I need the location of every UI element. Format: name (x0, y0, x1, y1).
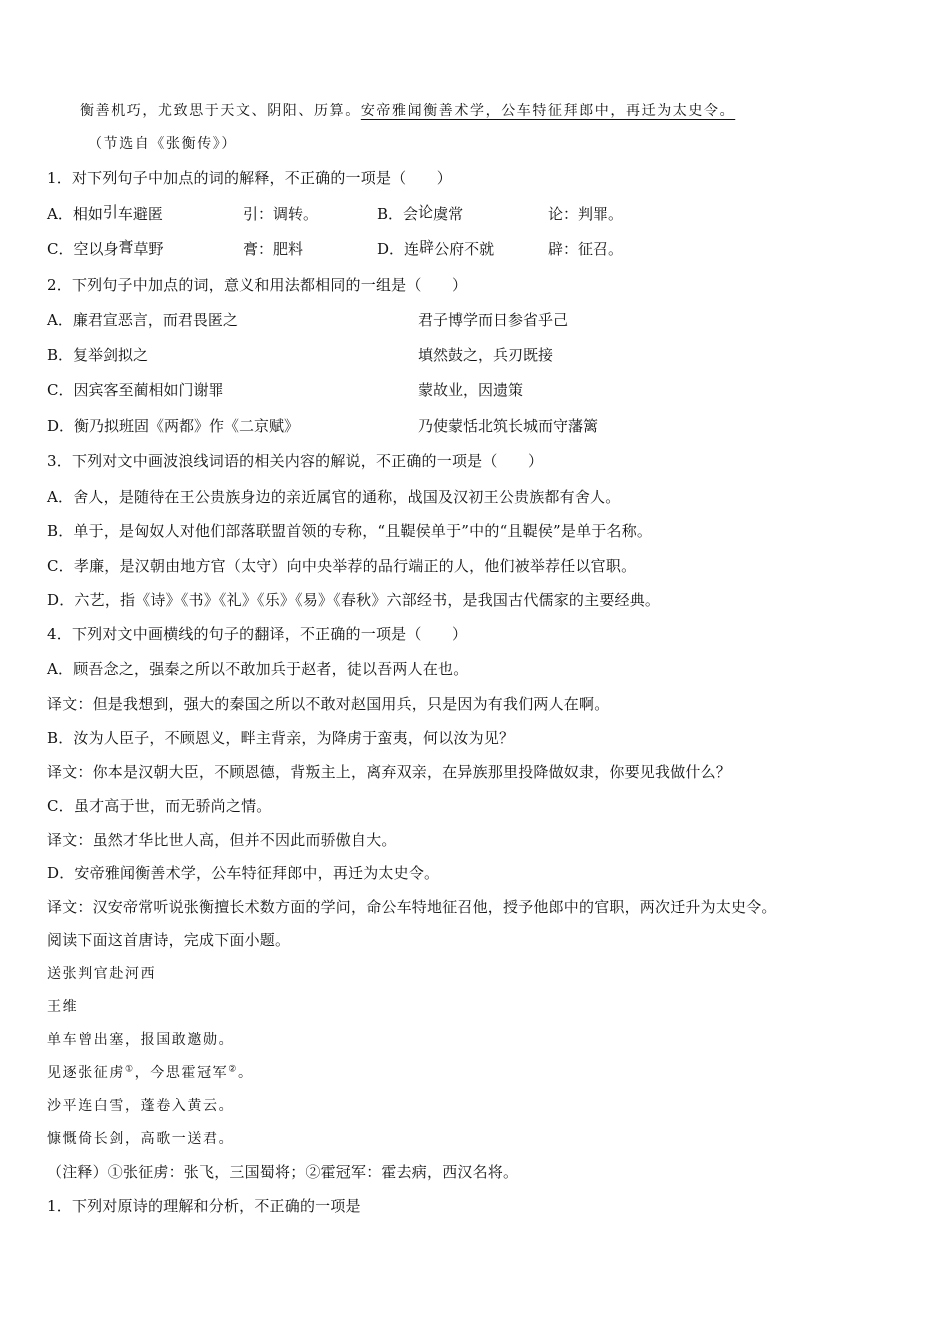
poem-note: （注释）①张征虏：张飞，三国蜀将；②霍冠军：霍去病，西汉名将。 (47, 1163, 519, 1181)
q2-stem: 2．下列句子中加点的词，意义和用法都相同的一组是（ ） (47, 276, 468, 294)
q2-option-b-right: 填然鼓之，兵刃既接 (418, 346, 554, 364)
q4-item-d-translation: 译文：汉安帝常听说张衡擅长术数方面的学问，命公车特地征召他，授予他郎中的官职，两次迁升为太史令。 (47, 898, 777, 916)
q3-option-a: A．舍人，是随待在王公贵族身边的亲近属官的通称，战国及汉初王公贵族都有舍人。 (47, 488, 621, 506)
q4-item-b-translation: 译文：你本是汉朝大臣，不顾恩德，背叛主上，离弃双亲，在异族那里投降做奴隶，你要见我做什么？ (47, 763, 732, 781)
q1-option-a: A．相如引车避匿 (47, 203, 163, 223)
q3-option-d: D．六艺，指《诗》《书》《礼》《乐》《易》《春秋》六部经书，是我国古代儒家的主要经典。 (47, 591, 661, 609)
dotted-word: 引 (102, 203, 118, 221)
passage-plain-text: 衡善机巧，尤致思于天文、阴阳、历算。 (80, 103, 361, 119)
q1-option-b: B．会论虞常 (377, 203, 464, 223)
q1-option-d-gloss: 辟：征召。 (548, 240, 624, 258)
q4-item-a-sentence: A．顾吾念之，强秦之所以不敢加兵于赵者，徒以吾两人在也。 (47, 660, 469, 678)
q4-item-c-sentence: C．虽才高于世，而无骄尚之情。 (47, 797, 272, 815)
dotted-word: 论 (418, 203, 434, 221)
poem-intro: 阅读下面这首唐诗，完成下面小题。 (47, 931, 291, 949)
q4-item-c-translation: 译文：虽然才华比世人高，但并不因此而骄傲自大。 (47, 831, 397, 849)
q4-item-a-translation: 译文：但是我想到，强大的秦国之所以不敢对赵国用兵，只是因为有我们两人在啊。 (47, 695, 610, 713)
passage-tail (80, 101, 735, 121)
q3-option-c: C．孝廉，是汉朝由地方官（太守）向中央举荐的品行端正的人，他们被举荐任以官职。 (47, 557, 637, 575)
q2-option-c-right: 蒙故业，因遗策 (418, 381, 524, 399)
q2-option-b-left: B．复举剑拟之 (47, 346, 149, 364)
dotted-word: 膏 (118, 238, 134, 256)
poem-line-1: 单车曾出塞，报国敢邀勋。 (47, 1032, 235, 1048)
q3-stem: 3．下列对文中画波浪线词语的相关内容的解说，不正确的一项是（ ） (47, 452, 544, 470)
q2-option-d-right: 乃使蒙恬北筑长城而守藩篱 (418, 417, 599, 435)
poem-q1-stem: 1．下列对原诗的理解和分析，不正确的一项是 (47, 1197, 361, 1215)
poem-title: 送张判官赴河西 (47, 966, 157, 982)
q4-stem: 4．下列对文中画横线的句子的翻译，不正确的一项是（ ） (47, 625, 468, 643)
q4-item-d-sentence: D．安帝雅闻衡善术学，公车特征拜郎中，再迁为太史令。 (47, 864, 440, 882)
underlined-sentence: 安帝雅闻衡善术学，公车特征拜郎中，再迁为太史令。 (360, 103, 736, 119)
poem-line-3: 沙平连白雪，蓬卷入黄云。 (47, 1098, 235, 1114)
poem-line-2: 见逐张征虏①，今思霍冠军②。 (47, 1064, 254, 1081)
q2-option-c-left: C．因宾客至蔺相如门谢罪 (47, 381, 224, 399)
q2-option-d-left: D．衡乃拟班固《两都》作《二京赋》 (47, 417, 300, 435)
q1-option-c-gloss: 膏：肥料 (243, 240, 304, 258)
passage-source: （节选自《张衡传》） (88, 136, 237, 152)
footnote-marker: ② (228, 1064, 238, 1075)
q3-option-b: B．单于，是匈奴人对他们部落联盟首领的专称，“且鞮侯单于”中的“且鞮侯”是单于名称。 (47, 522, 653, 540)
dotted-word: 辟 (419, 238, 435, 256)
q1-option-a-gloss: 引：调转。 (243, 205, 319, 223)
q1-option-d: D．连辟公府不就 (377, 238, 495, 258)
q2-option-a-right: 君子博学而日参省乎己 (418, 311, 569, 329)
poem-line-4: 慷慨倚长剑，高歌一送君。 (47, 1131, 235, 1147)
q1-option-b-gloss: 论：判罪。 (548, 205, 624, 223)
footnote-marker: ① (125, 1064, 135, 1075)
q4-item-b-sentence: B．汝为人臣子，不顾恩义，畔主背亲，为降虏于蛮夷，何以汝为见？ (47, 729, 515, 747)
poem-author: 王维 (47, 999, 79, 1015)
q1-option-c: C．空以身膏草野 (47, 238, 164, 258)
q2-option-a-left: A．廉君宣恶言，而君畏匿之 (47, 311, 238, 329)
q1-stem: 1．对下列句子中加点的词的解释，不正确的一项是（ ） (47, 169, 452, 187)
